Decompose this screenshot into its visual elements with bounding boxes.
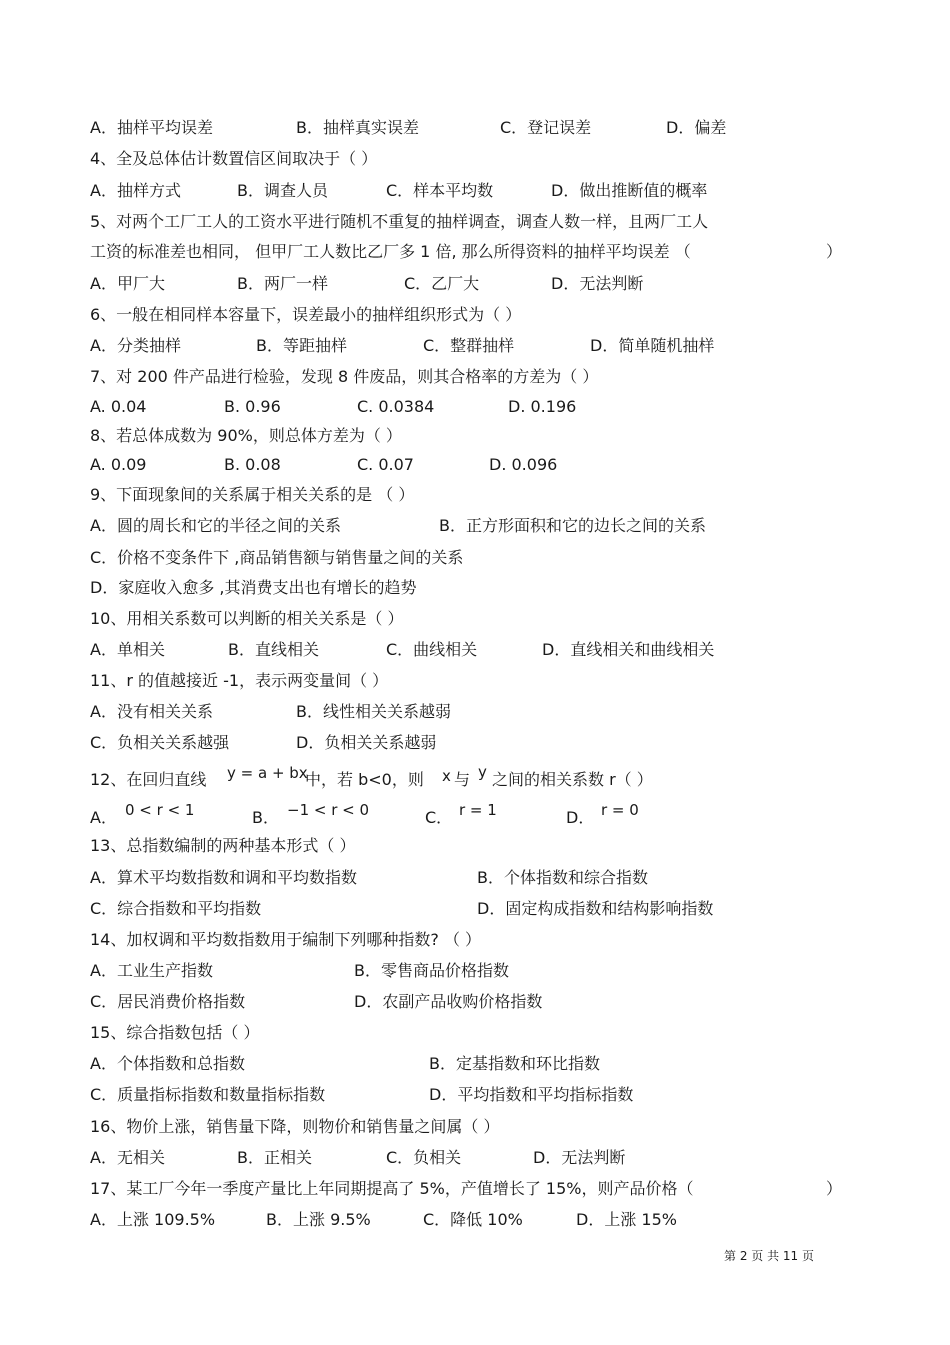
q12-question [90,763,790,796]
q12-option-d: D． [566,808,595,827]
q8-text: 8、若总体成数为 90%，则总体方差为（ ） [90,426,402,445]
page-number-footer: 第 2 页 共 11 页 [724,1249,814,1263]
q15-option-c: C．质量指标指数和数量指标指数 [90,1085,326,1104]
q13-text: 13、总指数编制的两种基本形式（ ） [90,836,356,855]
q12-text-mid: 中，若 b<0，则 [305,770,424,789]
q17-option-b: B．上涨 9.5% [266,1210,371,1229]
q9-option-c-line [90,546,463,570]
q15-text: 15、综合指数包括（ ） [90,1023,260,1042]
q17-question [90,1177,843,1201]
q11-option-a: A．没有相关关系 [90,702,213,721]
q6-question [90,303,521,327]
q12-option-a-math: 0 < r < 1 [125,801,195,819]
q17-text: 17、某工厂今年一季度产量比上年同期提高了 5%，产值增长了 15%，则产品价格（ [90,1179,694,1198]
q13-option-b: B．个体指数和综合指数 [477,868,648,887]
q15-option-a: A．个体指数和总指数 [90,1054,245,1073]
q4-question [90,147,377,171]
q11-option-d: D．负相关关系越弱 [296,733,437,752]
q10-text: 10、用相关系数可以判断的相关关系是（ ） [90,609,404,628]
q14-text: 14、加权调和平均数指数用于编制下列哪种指数? （ ） [90,930,482,949]
q6-option-c: C．整群抽样 [423,336,515,355]
q7-question [90,365,598,389]
q9-option-b: B．正方形面积和它的边长之间的关系 [439,516,706,535]
q12-formula: y = a + bx [227,764,308,782]
q9-option-d: D．家庭收入愈多 ,其消费支出也有增长的趋势 [90,578,417,597]
q13-option-a: A．算术平均数指数和调和平均数指数 [90,868,357,887]
q10-option-a: A．单相关 [90,640,165,659]
q7-option-c: C. 0.0384 [357,397,435,416]
q9-option-c: C．价格不变条件下 ,商品销售额与销售量之间的关系 [90,548,464,567]
q7-text: 7、对 200 件产品进行检验，发现 8 件废品，则其合格率的方差为（ ） [90,367,599,386]
q16-option-c: C．负相关 [386,1148,462,1167]
q16-question [90,1115,499,1139]
q8-option-c: C. 0.07 [357,455,414,474]
q13-question [90,834,355,858]
q4-text: 4、全及总体估计数置信区间取决于（ ） [90,149,378,168]
q5-option-c: C．乙厂大 [404,274,480,293]
q12-text-pre: 12、在回归直线 [90,770,207,789]
q4-option-a: A．抽样方式 [90,181,181,200]
q12-option-a: A． [90,808,117,827]
q11-option-c: C．负相关关系越强 [90,733,230,752]
q5-option-d: D．无法判断 [551,274,644,293]
q13-option-c: C．综合指数和平均指数 [90,899,262,918]
q11-text: 11、r 的值越接近 -1，表示两变量间（ ） [90,671,389,690]
q9-text: 9、下面现象间的关系属于相关关系的是 （ ） [90,485,415,504]
q16-option-b: B．正相关 [237,1148,312,1167]
q5-text-1: 5、对两个工厂工人的工资水平进行随机不重复的抽样调查，调查人数一样，且两厂工人 [90,212,709,231]
q12-option-b: B． [252,808,279,827]
q6-option-d: D．简单随机抽样 [590,336,715,355]
q12-text-and: 与 [454,770,471,789]
q5-question-line1 [90,210,708,234]
q12-y: y [478,763,487,781]
q16-text: 16、物价上涨，销售量下降，则物价和销售量之间属（ ） [90,1117,500,1136]
q10-question [90,607,403,631]
q6-text: 6、一般在相同样本容量下，误差最小的抽样组织形式为（ ） [90,305,522,324]
q15-option-b: B．定基指数和环比指数 [429,1054,600,1073]
q3-option-a: A．抽样平均误差 [90,118,213,137]
q7-option-b: B. 0.96 [224,397,281,416]
q14-option-b: B．零售商品价格指数 [354,961,509,980]
q15-question [90,1021,259,1045]
q12-option-d-math: r = 0 [601,801,639,819]
q3-option-d: D．偏差 [666,118,727,137]
q14-option-a: A．工业生产指数 [90,961,213,980]
q13-option-d: D．固定构成指数和结构影响指数 [477,899,714,918]
q5-close-paren: ） [826,242,843,261]
q9-question [90,483,414,507]
q9-option-d-line [90,576,417,600]
q7-option-a: A. 0.04 [90,397,147,416]
q9-option-a: A．圆的周长和它的半径之间的关系 [90,516,341,535]
q17-option-d: D．上涨 15% [576,1210,677,1229]
q7-option-d: D. 0.196 [508,397,577,416]
q6-option-b: B．等距抽样 [256,336,347,355]
q5-option-a: A．甲厂大 [90,274,165,293]
q4-option-c: C．样本平均数 [386,181,494,200]
q11-option-b: B．线性相关关系越弱 [296,702,451,721]
q5-question-line2 [90,240,843,264]
q12-text-post: 之间的相关系数 r（ ） [492,770,653,789]
q11-question [90,669,388,693]
q17-option-a: A．上涨 109.5% [90,1210,216,1229]
q14-option-c: C．居民消费价格指数 [90,992,246,1011]
q12-option-b-math: −1 < r < 0 [287,801,370,819]
q10-option-c: C．曲线相关 [386,640,478,659]
q12-option-c-math: r = 1 [459,801,497,819]
q12-x: x [442,767,451,785]
q3-option-c: C．登记误差 [500,118,592,137]
q14-question [90,928,481,952]
q10-option-b: B．直线相关 [228,640,319,659]
q3-option-b: B．抽样真实误差 [296,118,419,137]
q14-option-d: D．农副产品收购价格指数 [354,992,543,1011]
q8-option-b: B. 0.08 [224,455,281,474]
q17-option-c: C．降低 10% [423,1210,523,1229]
q10-option-d: D．直线相关和曲线相关 [542,640,715,659]
q12-options [90,803,790,831]
q5-text-2: 工资的标准差也相同， 但甲厂工人数比乙厂多 1 倍, 那么所得资料的抽样平均误差 （ [90,242,691,261]
q8-option-a: A. 0.09 [90,455,147,474]
q5-option-b: B．两厂一样 [237,274,328,293]
q8-question [90,424,402,448]
q15-option-d: D．平均指数和平均指标指数 [429,1085,634,1104]
q16-option-a: A．无相关 [90,1148,165,1167]
q12-option-c: C． [425,808,453,827]
q17-close-paren: ） [826,1179,843,1198]
q16-option-d: D．无法判断 [533,1148,626,1167]
q4-option-b: B．调查人员 [237,181,328,200]
q8-option-d: D. 0.096 [489,455,558,474]
q4-option-d: D．做出推断值的概率 [551,181,708,200]
q6-option-a: A．分类抽样 [90,336,181,355]
